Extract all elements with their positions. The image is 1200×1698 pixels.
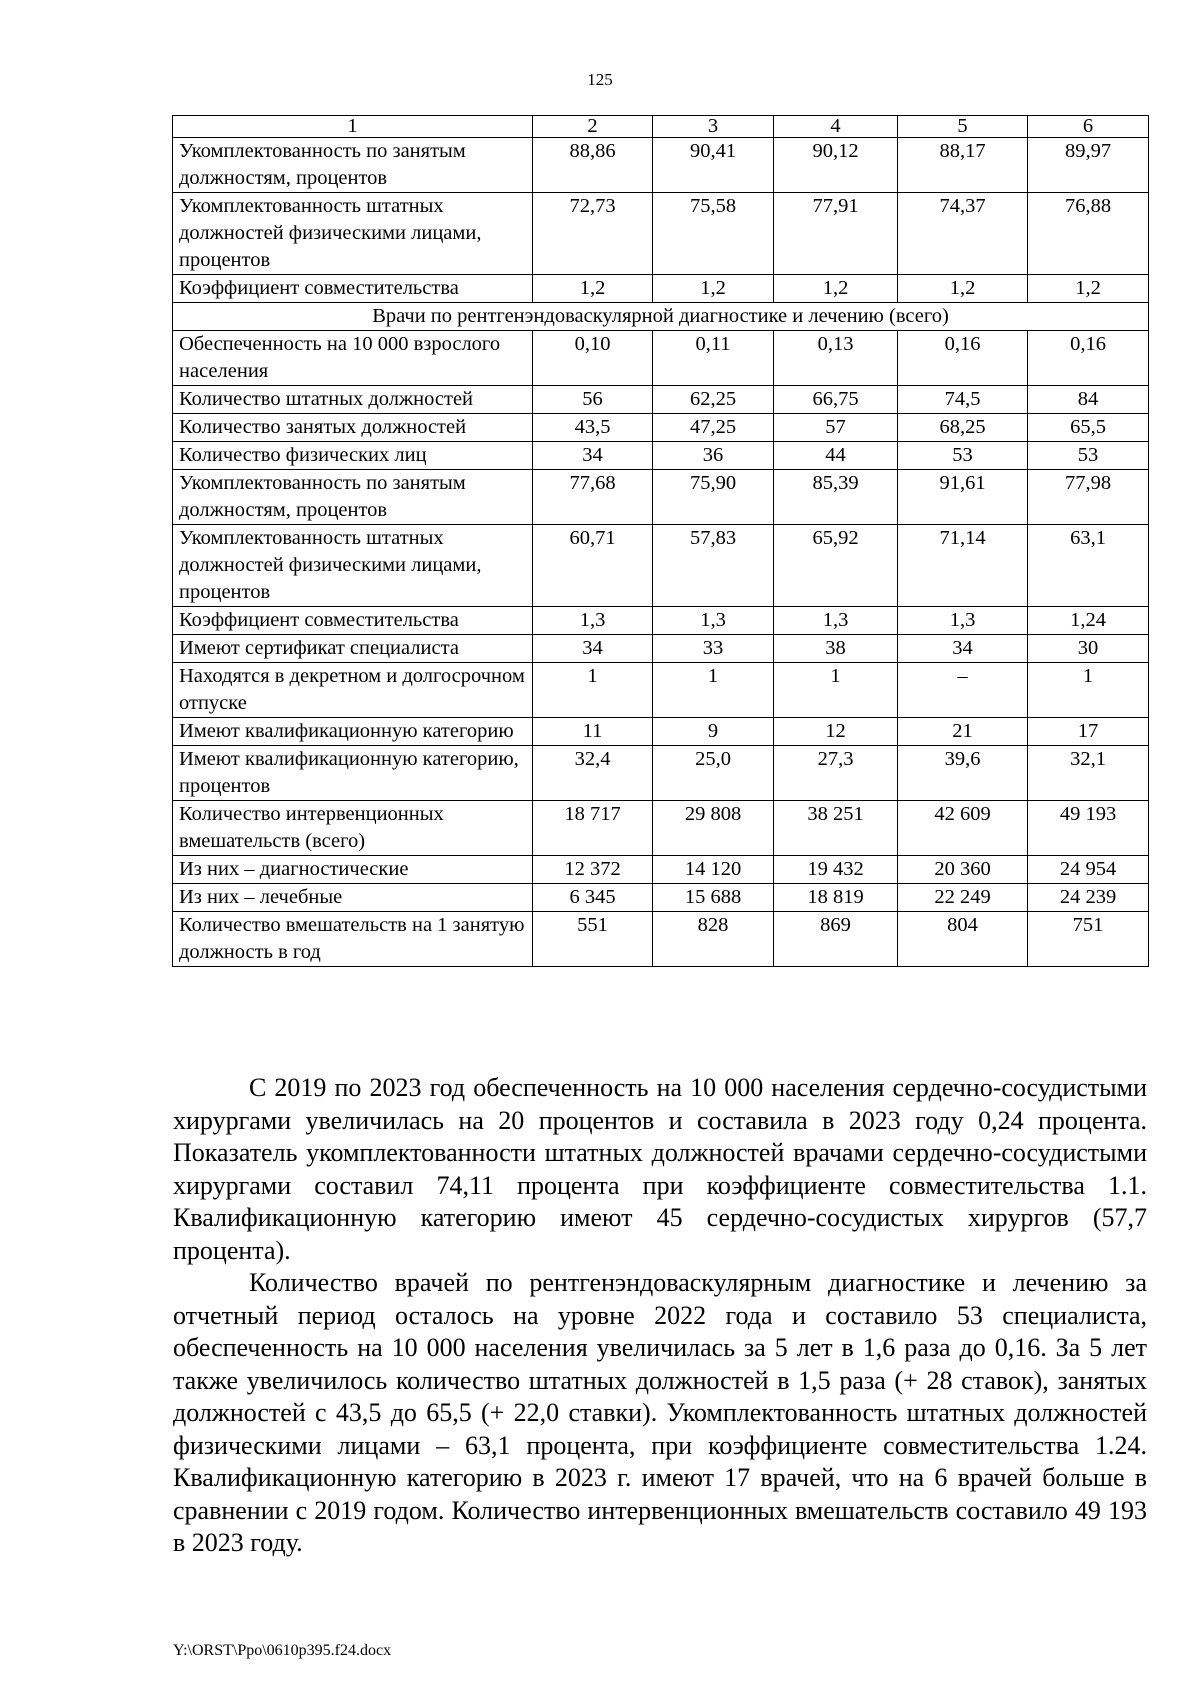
table-row	[173, 856, 1149, 884]
cell-value: 75,58	[653, 193, 774, 275]
section-title: Врачи по рентгенэндоваскулярной диагностике и лечению (всего)	[173, 303, 1149, 331]
cell-value: 22 249	[898, 884, 1028, 912]
cell-value: 34	[898, 635, 1028, 663]
cell-value: 0,10	[533, 331, 653, 386]
column-header: 6	[1028, 116, 1149, 138]
cell-value: 76,88	[1028, 193, 1149, 275]
cell-value: 14 120	[653, 856, 774, 884]
cell-value: 1,2	[653, 275, 774, 303]
row-label: Укомплектованность штатных должностей физическими лицами, процентов	[173, 525, 533, 607]
cell-value: 27,3	[774, 746, 898, 801]
cell-value: 44	[774, 442, 898, 470]
cell-value: 77,68	[533, 470, 653, 525]
cell-value: 1	[1028, 663, 1149, 718]
cell-value: 65,92	[774, 525, 898, 607]
row-label: Из них – диагностические	[173, 856, 533, 884]
cell-value: 68,25	[898, 414, 1028, 442]
column-header: 2	[533, 116, 653, 138]
cell-value: 751	[1028, 912, 1149, 967]
cell-value: 34	[533, 442, 653, 470]
cell-value: 84	[1028, 386, 1149, 414]
table-row	[173, 442, 1149, 470]
cell-value: 38 251	[774, 801, 898, 856]
cell-value: 57,83	[653, 525, 774, 607]
row-label: Укомплектованность по занятым должностям, процентов	[173, 138, 533, 193]
table-row	[173, 884, 1149, 912]
cell-value: 869	[774, 912, 898, 967]
cell-value: 1,24	[1028, 607, 1149, 635]
cell-value: 18 819	[774, 884, 898, 912]
page-number: 125	[587, 70, 613, 89]
table-row	[173, 470, 1149, 525]
cell-value: 42 609	[898, 801, 1028, 856]
body-text	[173, 1072, 1147, 1560]
table-row	[173, 138, 1149, 193]
cell-value: 39,6	[898, 746, 1028, 801]
table-row	[173, 525, 1149, 607]
cell-value: 32,1	[1028, 746, 1149, 801]
cell-value: 0,11	[653, 331, 774, 386]
cell-value: 71,14	[898, 525, 1028, 607]
table-row	[173, 386, 1149, 414]
cell-value: 53	[1028, 442, 1149, 470]
cell-value: 21	[898, 718, 1028, 746]
cell-value: 0,16	[898, 331, 1028, 386]
table-row	[173, 746, 1149, 801]
paragraph: С 2019 по 2023 год обеспеченность на 10 000 населения сердечно-сосудистыми хирургами увеличилась на 20 процентов и составила в 2023 году 0,24 процента. Показатель укомплектованности штатных должностей врачами сердечно-сосудистыми хирургами составил 74,11 процента при коэффициенте совместительства 1.1. Квалификационную категорию имеют 45 сердечно-сосудистых хирургов (57,7 процента).	[173, 1073, 1147, 1265]
row-label: Коэффициент совместительства	[173, 607, 533, 635]
table-row	[173, 275, 1149, 303]
cell-value: 0,16	[1028, 331, 1149, 386]
cell-value: 85,39	[774, 470, 898, 525]
row-label: Количество занятых должностей	[173, 414, 533, 442]
cell-value: 9	[653, 718, 774, 746]
table-row	[173, 331, 1149, 386]
row-label: Укомплектованность штатных должностей физическими лицами, процентов	[173, 193, 533, 275]
column-header: 3	[653, 116, 774, 138]
row-label: Количество физических лиц	[173, 442, 533, 470]
cell-value: 53	[898, 442, 1028, 470]
cell-value: 17	[1028, 718, 1149, 746]
cell-value: 90,41	[653, 138, 774, 193]
cell-value: 1,2	[774, 275, 898, 303]
row-label: Количество вмешательств на 1 занятую должность в год	[173, 912, 533, 967]
column-header: 4	[774, 116, 898, 138]
cell-value: 24 239	[1028, 884, 1149, 912]
cell-value: 19 432	[774, 856, 898, 884]
column-header: 5	[898, 116, 1028, 138]
cell-value: 12 372	[533, 856, 653, 884]
cell-value: 57	[774, 414, 898, 442]
row-label: Находятся в декретном и долгосрочном отпуске	[173, 663, 533, 718]
cell-value: 49 193	[1028, 801, 1149, 856]
cell-value: 1,3	[653, 607, 774, 635]
cell-value: 1,3	[533, 607, 653, 635]
section-row	[173, 303, 1149, 331]
statistics-table	[172, 115, 1149, 967]
cell-value: 38	[774, 635, 898, 663]
footer-file-path: Y:\ORST\Ppo\0610p395.f24.docx	[173, 1642, 392, 1659]
cell-value: 1,3	[774, 607, 898, 635]
table-row	[173, 912, 1149, 967]
cell-value: 32,4	[533, 746, 653, 801]
cell-value: 36	[653, 442, 774, 470]
cell-value: 89,97	[1028, 138, 1149, 193]
cell-value: 6 345	[533, 884, 653, 912]
cell-value: 551	[533, 912, 653, 967]
table-header-row	[173, 116, 1149, 138]
cell-value: 1,2	[898, 275, 1028, 303]
cell-value: 33	[653, 635, 774, 663]
cell-value: 29 808	[653, 801, 774, 856]
table-row	[173, 801, 1149, 856]
row-label: Имеют сертификат специалиста	[173, 635, 533, 663]
cell-value: 11	[533, 718, 653, 746]
table-row	[173, 718, 1149, 746]
table-row	[173, 414, 1149, 442]
cell-value: 12	[774, 718, 898, 746]
cell-value: 47,25	[653, 414, 774, 442]
cell-value: 43,5	[533, 414, 653, 442]
row-label: Обеспеченность на 10 000 взрослого населения	[173, 331, 533, 386]
cell-value: 77,98	[1028, 470, 1149, 525]
row-label: Имеют квалификационную категорию, процентов	[173, 746, 533, 801]
cell-value: 34	[533, 635, 653, 663]
cell-value: 66,75	[774, 386, 898, 414]
row-label: Укомплектованность по занятым должностям, процентов	[173, 470, 533, 525]
cell-value: 1,2	[533, 275, 653, 303]
paragraph: Количество врачей по рентгенэндоваскулярным диагностике и лечению за отчетный период осталось на уровне 2022 года и составило 53 специалиста, обеспеченность на 10 000 населения увеличилась за 5 лет в 1,6 раза до 0,16. За 5 лет также увеличилось количество штатных должностей в 1,5 раза (+ 28 ставок), занятых должностей с 43,5 до 65,5 (+ 22,0 ставки). Укомплектованность штатных должностей физическими лицами – 63,1 процента, при коэффициенте совместительства 1.24. Квалификационную категорию в 2023 г. имеют 17 врачей, что на 6 врачей больше в сравнении с 2019 годом. Количество интервенционных вмешательств составило 49 193 в 2023 году.	[173, 1268, 1147, 1557]
table-row	[173, 193, 1149, 275]
cell-value: 30	[1028, 635, 1149, 663]
cell-value: 91,61	[898, 470, 1028, 525]
cell-value: 56	[533, 386, 653, 414]
table-row	[173, 663, 1149, 718]
cell-value: 1,2	[1028, 275, 1149, 303]
cell-value: 18 717	[533, 801, 653, 856]
cell-value: 1	[774, 663, 898, 718]
cell-value: 63,1	[1028, 525, 1149, 607]
table-row	[173, 635, 1149, 663]
cell-value: 0,13	[774, 331, 898, 386]
row-label: Коэффициент совместительства	[173, 275, 533, 303]
row-label: Из них – лечебные	[173, 884, 533, 912]
column-header: 1	[173, 116, 533, 138]
row-label: Количество интервенционных вмешательств (всего)	[173, 801, 533, 856]
cell-value: 828	[653, 912, 774, 967]
cell-value: 72,73	[533, 193, 653, 275]
cell-value: 62,25	[653, 386, 774, 414]
cell-value: 1	[533, 663, 653, 718]
cell-value: 74,5	[898, 386, 1028, 414]
cell-value: 20 360	[898, 856, 1028, 884]
cell-value: 90,12	[774, 138, 898, 193]
cell-value: 77,91	[774, 193, 898, 275]
cell-value: 24 954	[1028, 856, 1149, 884]
cell-value: 88,86	[533, 138, 653, 193]
table-row	[173, 607, 1149, 635]
cell-value: 65,5	[1028, 414, 1149, 442]
row-label: Имеют квалификационную категорию	[173, 718, 533, 746]
cell-value: 74,37	[898, 193, 1028, 275]
cell-value: 1	[653, 663, 774, 718]
cell-value: –	[898, 663, 1028, 718]
cell-value: 25,0	[653, 746, 774, 801]
cell-value: 1,3	[898, 607, 1028, 635]
cell-value: 804	[898, 912, 1028, 967]
table-body	[173, 116, 1149, 967]
cell-value: 60,71	[533, 525, 653, 607]
cell-value: 15 688	[653, 884, 774, 912]
cell-value: 75,90	[653, 470, 774, 525]
cell-value: 88,17	[898, 138, 1028, 193]
row-label: Количество штатных должностей	[173, 386, 533, 414]
